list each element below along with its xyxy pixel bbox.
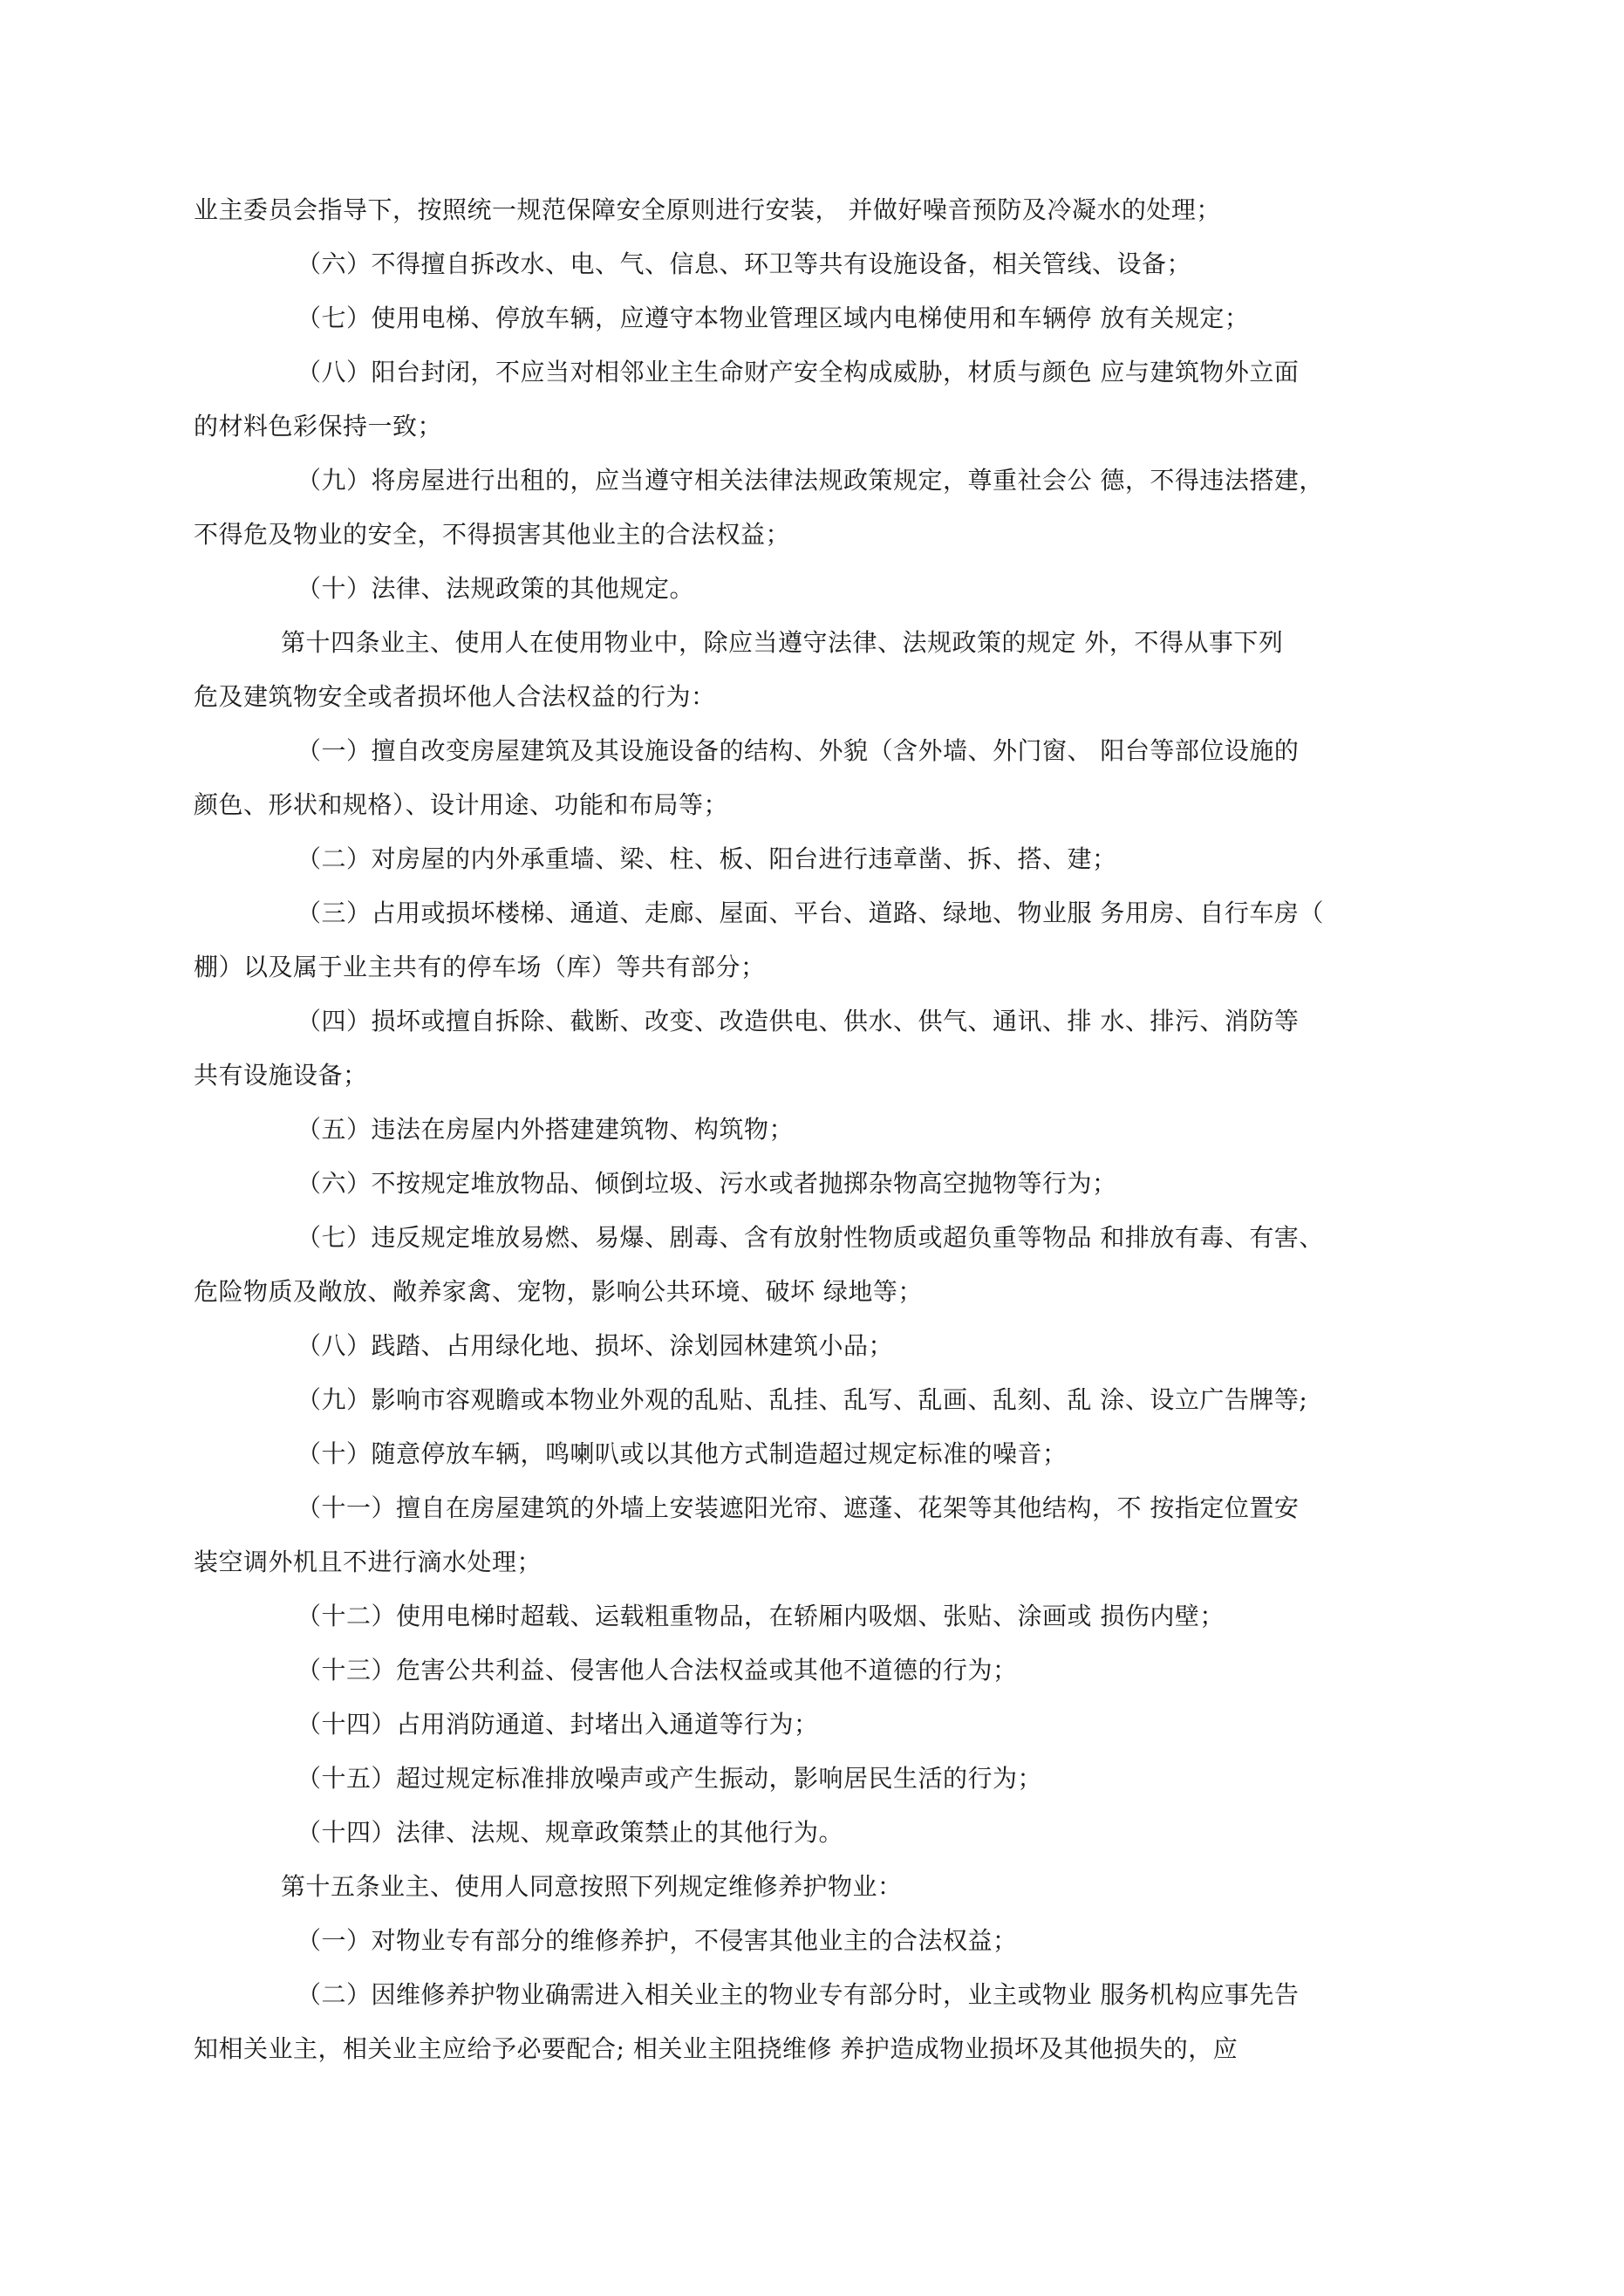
text-line: （九）影响市容观瞻或本物业外观的乱贴、乱挂、乱写、乱画、乱刻、乱 涂、设立广告牌等; — [297, 1385, 1308, 1414]
text-line: （十四）法律、法规、规章政策禁止的其他行为。 — [297, 1818, 844, 1847]
text-line: （八）践踏、占用绿化地、损坏、涂划园林建筑小品； — [297, 1331, 894, 1360]
text-line: （一）擅自改变房屋建筑及其设施设备的结构、外貌（含外墙、外门窗、 阳台等部位设施的 — [297, 736, 1300, 765]
text-line: （五）违法在房屋内外搭建建筑物、构筑物； — [297, 1115, 795, 1144]
text-line: （四）损坏或擅自拆除、截断、改变、改造供电、供水、供气、通讯、排 水、排污、消防等 — [297, 1007, 1300, 1035]
article-heading-line: 第十五条业主、使用人同意按照下列规定维修养护物业： — [281, 1872, 903, 1901]
text-line: （十四）占用消防通道、封堵出入通道等行为； — [297, 1710, 819, 1739]
text-line: （七）违反规定堆放易燃、易爆、剧毒、含有放射性物质或超负重等物品 和排放有毒、有害、 — [297, 1223, 1324, 1252]
text-line: 棚）以及属于业主共有的停车场（库）等共有部分； — [194, 953, 766, 981]
text-line: 颜色、形状和规格）、设计用途、功能和布局等； — [194, 790, 729, 819]
text-line: （二）对房屋的内外承重墙、梁、柱、板、阳台进行违章凿、拆、搭、建； — [297, 844, 1117, 873]
text-line: 不得危及物业的安全，不得损害其他业主的合法权益； — [194, 520, 791, 549]
text-line: （六）不按规定堆放物品、倾倒垃圾、污水或者抛掷杂物高空抛物等行为； — [297, 1169, 1117, 1198]
text-line: （十一）擅自在房屋建筑的外墙上安装遮阳光帘、遮蓬、花架等其他结构，不 按指定位置安 — [297, 1493, 1300, 1522]
text-line: （六）不得擅自拆改水、电、气、信息、环卫等共有设施设备，相关管线、设备； — [297, 249, 1192, 278]
text-line: （十三）危害公共利益、侵害他人合法权益或其他不道德的行为； — [297, 1656, 1018, 1684]
text-line: 共有设施设备； — [194, 1061, 368, 1090]
text-line: 危及建筑物安全或者损坏他人合法权益的行为： — [194, 682, 716, 711]
text-line: 装空调外机且不进行滴水处理； — [194, 1548, 542, 1576]
text-line: 危险物质及敞放、敞养家禽、宠物，影响公共环境、破坏 绿地等； — [194, 1277, 923, 1306]
text-line: （十）随意停放车辆，鸣喇叭或以其他方式制造超过规定标准的噪音； — [297, 1439, 1068, 1468]
text-line: 知相关业主，相关业主应给予必要配合; 相关业主阻挠维修 养护造成物业损坏及其他损失的，应 — [194, 2034, 1238, 2063]
text-line: （十）法律、法规政策的其他规定。 — [297, 574, 695, 603]
text-line: 的材料色彩保持一致； — [194, 412, 443, 441]
article-heading-line: 第十四条业主、使用人在使用物业中，除应当遵守法律、法规政策的规定 外，不得从事下列 — [281, 628, 1284, 657]
document-body — [194, 183, 1430, 2076]
text-line: 业主委员会指导下，按照统一规范保障安全原则进行安装， 并做好噪音预防及冷凝水的处理； — [194, 195, 1221, 224]
text-line: （九）将房屋进行出租的，应当遵守相关法律法规政策规定，尊重社会公 德，不得违法搭建， — [297, 466, 1324, 495]
text-line: （一）对物业专有部分的维修养护，不侵害其他业主的合法权益； — [297, 1926, 1018, 1955]
text-line: （八）阳台封闭，不应当对相邻业主生命财产安全构成威胁，材质与颜色 应与建筑物外立面 — [297, 358, 1300, 386]
text-line: （十二）使用电梯时超载、运载粗重物品，在轿厢内吸烟、张贴、涂画或 损伤内壁； — [297, 1602, 1225, 1630]
text-line: （三）占用或损坏楼梯、通道、走廊、屋面、平台、道路、绿地、物业服 务用房、自行车房（ — [297, 899, 1324, 927]
text-line: （十五）超过规定标准排放噪声或产生振动，影响居民生活的行为； — [297, 1764, 1043, 1793]
text-line: （二）因维修养护物业确需进入相关业主的物业专有部分时，业主或物业 服务机构应事先告 — [297, 1980, 1300, 2009]
text-line: （七）使用电梯、停放车辆，应遵守本物业管理区域内电梯使用和车辆停 放有关规定； — [297, 304, 1250, 332]
